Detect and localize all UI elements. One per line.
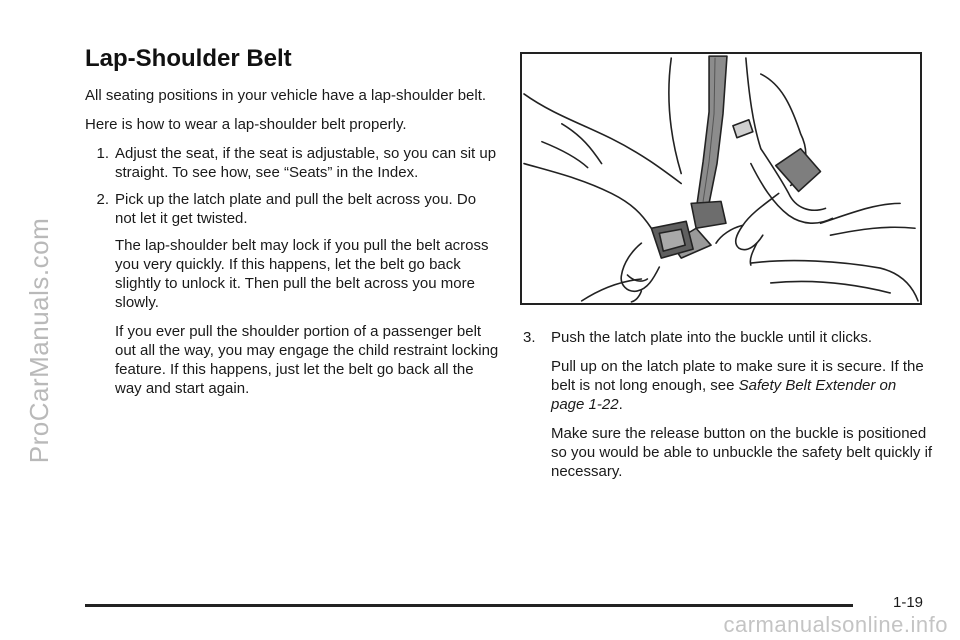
step-1 bbox=[85, 144, 500, 182]
step-2-note-2: If you ever pull the shoulder portion of a passenger belt out all the way, you may engage the child restraint locking feature. If this happens, just let the belt go back all the way and start again. bbox=[115, 323, 499, 397]
step-1-text: Adjust the seat, if the seat is adjustable, so you can sit up straight. To see how, see “Seats” in the Index. bbox=[115, 145, 497, 181]
belt-illustration-drawing bbox=[522, 54, 920, 303]
safety-belt-extender-reference: Safety Belt Extender on page 1-22 bbox=[551, 377, 897, 413]
step-2-text: Pick up the latch plate and pull the belt across you. Do not let it get twisted. bbox=[115, 191, 477, 227]
step-3-text: Push the latch plate into the buckle until it clicks. bbox=[551, 329, 873, 346]
page-number: 1-19 bbox=[893, 594, 924, 611]
step-2 bbox=[85, 190, 500, 228]
step-3-number: 3. bbox=[523, 329, 536, 346]
watermark-left bbox=[20, 40, 60, 640]
intro-paragraph-2: Here is how to wear a lap-shoulder belt properly. bbox=[85, 116, 407, 133]
step-2-number: 2. bbox=[96, 191, 109, 208]
step-3-note-2: Make sure the release button on the buckle is positioned so you would be able to unbuckle the safety belt quickly if necessary. bbox=[551, 425, 933, 480]
right-column bbox=[523, 328, 933, 491]
watermark-bottom: carmanualsonline.info bbox=[723, 612, 948, 637]
step-3-note-1-text: Pull up on the latch plate to make sure it is secure. If the belt is not long enough, see bbox=[551, 358, 924, 394]
step-3-note-1 bbox=[551, 357, 933, 414]
footer-rule bbox=[85, 604, 853, 607]
step-3 bbox=[523, 328, 933, 347]
section-heading: Lap-Shoulder Belt bbox=[85, 45, 292, 72]
watermark-left-text: ProCarManuals.com bbox=[24, 217, 55, 463]
belt-illustration bbox=[520, 52, 922, 305]
intro-paragraph-1: All seating positions in your vehicle have a lap-shoulder belt. bbox=[85, 87, 487, 104]
step-2-note-1: The lap-shoulder belt may lock if you pull the belt across you very quickly. If this happens, let the belt go back slightly to unlock it. Then pull the belt across you more slowly. bbox=[115, 237, 489, 311]
left-column bbox=[85, 44, 500, 408]
step-1-number: 1. bbox=[96, 145, 109, 162]
step-3-note-1-end: . bbox=[618, 396, 623, 413]
